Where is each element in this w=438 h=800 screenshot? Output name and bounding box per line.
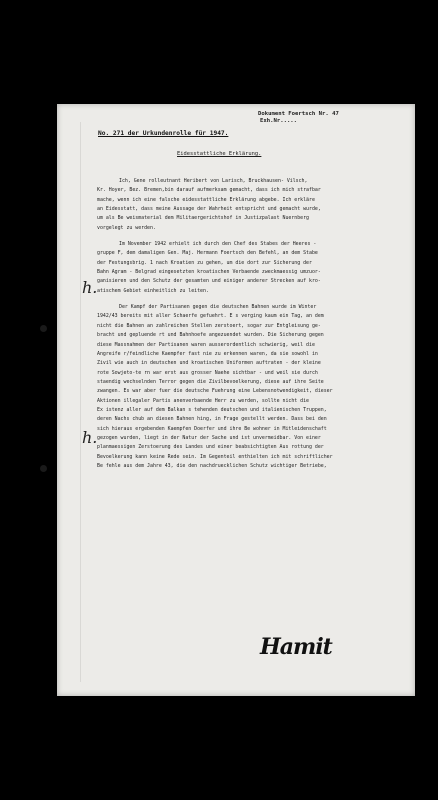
body-line: bracht und gepluende rt und Bahnhoefe angezuendet wurden. Die Sicherung gegen (97, 332, 324, 339)
margin-line (80, 122, 81, 682)
exhibit-number-line: Exh.Nr..... (260, 118, 298, 124)
body-line: Aktionen illegaler Partis anenverbaende Herr zu werden, sollte nicht die (97, 397, 309, 404)
body-line: staendig wechselnden Terror gegen die Zivilbevoelkerung, diese auf ihre Seite (97, 378, 324, 385)
document-number (258, 111, 339, 125)
body-line: Im November 1942 erhielt ich durch den Chef des Stabes der Heeres - (119, 241, 317, 248)
margin-mark: h. (82, 428, 98, 447)
document-body (97, 177, 407, 471)
document-heading: Eidesstattliche Erklärung. (177, 151, 262, 157)
body-line: Ex istenz aller auf dem Balkan s tehenden deutschen und italienischen Truppen, (97, 406, 327, 413)
signature: Hamit (260, 634, 332, 660)
body-line: deren Nachs chub an diesen Bahnen hing, in Frage gestellt werden. Dass bei den (97, 416, 327, 423)
body-line: diese Massnahmen der Partisanen waren ausserordentlich schwierig, weil die (97, 341, 315, 348)
body-line: vorgelegt zu werden. (97, 224, 156, 231)
body-line: planmaessigen Zerstoerung des Landes und einer beabsichtigten Aus rottung der (97, 444, 324, 451)
body-line: Bevoelkerung kann keine Rede sein. Im Gegenteil enthielten ich mit schriftlicher (97, 453, 333, 460)
paragraph-gap (97, 233, 407, 240)
body-line: atischem Gebiet einheitlich zu leiten. (97, 287, 209, 294)
body-line: Der Kampf der Partisanen gegen die deutschen Bahnen wurde im Winter (119, 304, 317, 311)
body-line: gezogen wurden, liegt in der Natur der Sache und ist unvermeidbar. Von einer (97, 434, 321, 441)
margin-mark: h. (82, 278, 98, 297)
body-line: Angreife r/feindliche Kaempfer fast nie zu erkennen waren, da sie sowohl in (97, 350, 318, 357)
body-line: der Festungsbrig. 1 nach Kroatien zu gehen, um die dort zur Sicherung der (97, 259, 312, 266)
body-line: Bahn Agram - Belgrad eingesetzten kroatischen Verbaende zweckmaessig umzuor- (97, 269, 321, 276)
body-line: an Eidesstatt, dass meine Aussage der Wahrheit entspricht und gemacht wurde, (97, 206, 321, 213)
body-line: gruppe F, dem damaligen Gen. Maj. Hermann Foertsch den Befehl, an dem Stabe (97, 250, 318, 257)
urkundenrolle-line: No. 271 der Urkundenrolle für 1947. (98, 130, 229, 137)
body-line: rote Sowjeto-te rn war erst aus grosser Naehe sichtbar - und weil sie durch (97, 369, 318, 376)
body-line: zwangen. Es war aber fuer die deutsche Fuehrung eine Lebensnotwendigkeit, dieser (97, 388, 333, 395)
body-line: Zivil wie auch in deutschen und kroatischen Uniformen auftraten - der kleine (97, 360, 321, 367)
punch-hole (40, 325, 47, 332)
body-line: nicht die Bahnen an zahlreichen Stellen zerstoert, sogar zur Entgleisung ge- (97, 322, 321, 329)
body-line: mache, wenn ich eine falsche eidesstattliche Erklärung abgebe. Ich erkläre (97, 196, 315, 203)
body-line: Be fehle aus dem Jahre 43, die den nachdruecklichen Schutz wichtiger Betriebe, (97, 462, 327, 469)
body-line: sich hieraus ergebenden Kaempfen Doerfer und ihre Be wohner in Mitleidenschaft (97, 425, 327, 432)
body-line: Kr. Hoyer, Bez. Bremen,bin darauf aufmerksam gemacht, dass ich mich strafbar (97, 187, 321, 194)
body-line: Ich, Gene rolleutnant Heribert von Larisch, Bruckhausen- Vilsch, (119, 178, 308, 184)
paragraph-gap (97, 296, 407, 303)
document-number-line: Dokument Foertsch Nr. 47 (258, 111, 339, 117)
body-line: 1942/43 bereits mit aller Schaerfe gefuehrt. E s verging kaum ein Tag, an dem (97, 313, 324, 320)
punch-hole (40, 465, 47, 472)
body-line: ganisieren und den Schutz der gesamten und einiger anderer Strecken auf kro- (97, 278, 321, 285)
body-line: um als Be weismaterial dem Militaergerichtshof in Justizpalast Nuernberg (97, 215, 309, 222)
